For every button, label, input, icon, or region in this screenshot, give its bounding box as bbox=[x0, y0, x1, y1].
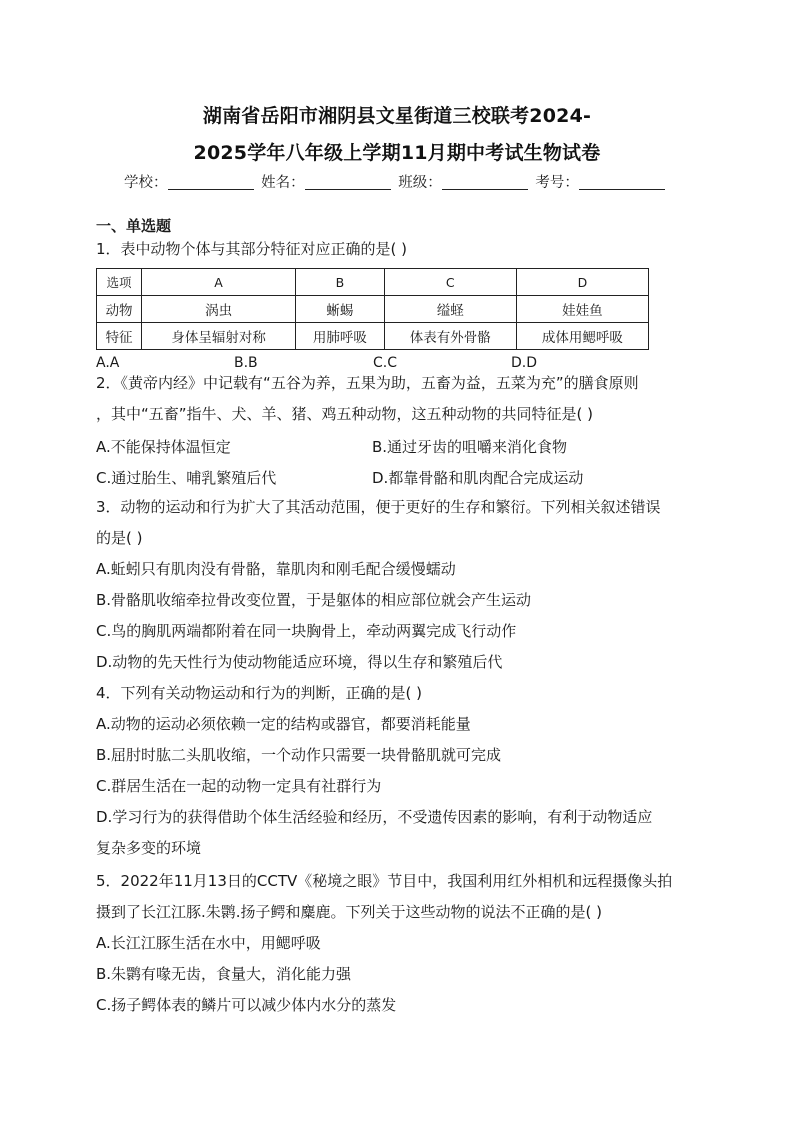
q2-option-c[interactable]: C.通过胎生、哺乳繁殖后代 bbox=[96, 469, 277, 487]
student-info-row bbox=[124, 171, 668, 192]
q5-option-b[interactable]: B.朱鹮有喙无齿，食量大，消化能力强 bbox=[96, 965, 352, 983]
table-cell: C bbox=[384, 269, 516, 296]
exam-title-line-2: 2025学年八年级上学期11月期中考试生物试卷 bbox=[193, 142, 601, 164]
table-cell: 用肺呼吸 bbox=[296, 323, 385, 350]
table-cell: 身体呈辐射对称 bbox=[142, 323, 296, 350]
table-cell: 动物 bbox=[97, 296, 142, 323]
table-row bbox=[97, 269, 649, 296]
table-cell: 涡虫 bbox=[142, 296, 296, 323]
q1-option-d[interactable]: D.D bbox=[511, 355, 538, 371]
school-label: 学校： bbox=[124, 175, 168, 191]
q3-stem-line-2: 的是( ) bbox=[96, 529, 143, 547]
q1-option-a[interactable]: A.A bbox=[96, 355, 120, 371]
q5-stem-line-2: 摄到了长江江豚.朱鹮.扬子鳄和麋鹿。下列关于这些动物的说法不正确的是( ) bbox=[96, 903, 603, 921]
q3-option-b[interactable]: B.骨骼肌收缩牵拉骨改变位置，于是躯体的相应部位就会产生运动 bbox=[96, 591, 532, 609]
q2-stem-line-2: ，其中“五畜”指牛、犬、羊、猪、鸡五种动物，这五种动物的共同特征是( ) bbox=[96, 405, 594, 423]
table-cell: 选项 bbox=[97, 269, 142, 296]
q4-stem: 4．下列有关动物运动和行为的判断，正确的是( ) bbox=[96, 684, 423, 702]
exam-title-line-1: 湖南省岳阳市湘阴县文星街道三校联考2024- bbox=[202, 105, 592, 127]
q3-option-c[interactable]: C.鸟的胸肌两端都附着在同一块胸骨上，牵动两翼完成飞行动作 bbox=[96, 622, 517, 640]
exam-no-label: 考号： bbox=[535, 175, 579, 191]
q1-option-c[interactable]: C.C bbox=[373, 355, 398, 371]
table-row bbox=[97, 323, 649, 350]
q2-option-d[interactable]: D.都靠骨骼和肌肉配合完成运动 bbox=[372, 469, 584, 487]
q1-table bbox=[96, 268, 649, 350]
q2-option-b[interactable]: B.通过牙齿的咀嚼来消化食物 bbox=[372, 438, 568, 456]
table-cell: D bbox=[516, 269, 648, 296]
q4-option-d-continued: 复杂多变的环境 bbox=[96, 839, 202, 857]
q4-option-a[interactable]: A.动物的运动必须依赖一定的结构或器官，都要消耗能量 bbox=[96, 715, 471, 733]
name-label: 姓名： bbox=[261, 175, 305, 191]
table-cell: 娃娃鱼 bbox=[516, 296, 648, 323]
q3-option-d[interactable]: D.动物的先天性行为使动物能适应环境，得以生存和繁殖后代 bbox=[96, 653, 503, 671]
q1-stem: 1．表中动物个体与其部分特征对应正确的是( ) bbox=[96, 240, 408, 258]
table-cell: 特征 bbox=[97, 323, 142, 350]
table-cell: 蜥蜴 bbox=[296, 296, 385, 323]
q2-stem-line-1: 2．《黄帝内经》中记载有“五谷为养，五果为助，五畜为益，五菜为充”的膳食原则 bbox=[96, 374, 639, 392]
q3-option-a[interactable]: A.蚯蚓只有肌肉没有骨骼，靠肌肉和刚毛配合缓慢蠕动 bbox=[96, 560, 456, 578]
table-cell: 成体用鳃呼吸 bbox=[516, 323, 648, 350]
q4-option-c[interactable]: C.群居生活在一起的动物一定具有社群行为 bbox=[96, 777, 382, 795]
table-row bbox=[97, 296, 649, 323]
table-cell: 体表有外骨骼 bbox=[384, 323, 516, 350]
q1-option-b[interactable]: B.B bbox=[234, 355, 258, 371]
school-blank[interactable] bbox=[168, 175, 254, 190]
q5-stem-line-1: 5．2022年11月13日的CCTV《秘境之眼》节目中，我国利用红外相机和远程摄像头拍 bbox=[96, 872, 673, 890]
exam-no-blank[interactable] bbox=[579, 175, 665, 190]
table-cell: B bbox=[296, 269, 385, 296]
q5-option-c[interactable]: C.扬子鳄体表的鳞片可以减少体内水分的蒸发 bbox=[96, 996, 397, 1014]
q3-stem-line-1: 3．动物的运动和行为扩大了其活动范围，便于更好的生存和繁衍。下列相关叙述错误 bbox=[96, 498, 661, 516]
q4-option-b[interactable]: B.屈肘时肱二头肌收缩，一个动作只需要一块骨骼肌就可完成 bbox=[96, 746, 502, 764]
name-blank[interactable] bbox=[305, 175, 391, 190]
table-cell: 缢蛏 bbox=[384, 296, 516, 323]
q4-option-d[interactable]: D.学习行为的获得借助个体生活经验和经历，不受遗传因素的影响，有利于动物适应 bbox=[96, 808, 653, 826]
q5-option-a[interactable]: A.长江江豚生活在水中，用鳃呼吸 bbox=[96, 934, 321, 952]
class-label: 班级： bbox=[398, 175, 442, 191]
section-heading: 一、单选题 bbox=[96, 217, 172, 235]
table-cell: A bbox=[142, 269, 296, 296]
q2-option-a[interactable]: A.不能保持体温恒定 bbox=[96, 438, 231, 456]
class-blank[interactable] bbox=[442, 175, 528, 190]
